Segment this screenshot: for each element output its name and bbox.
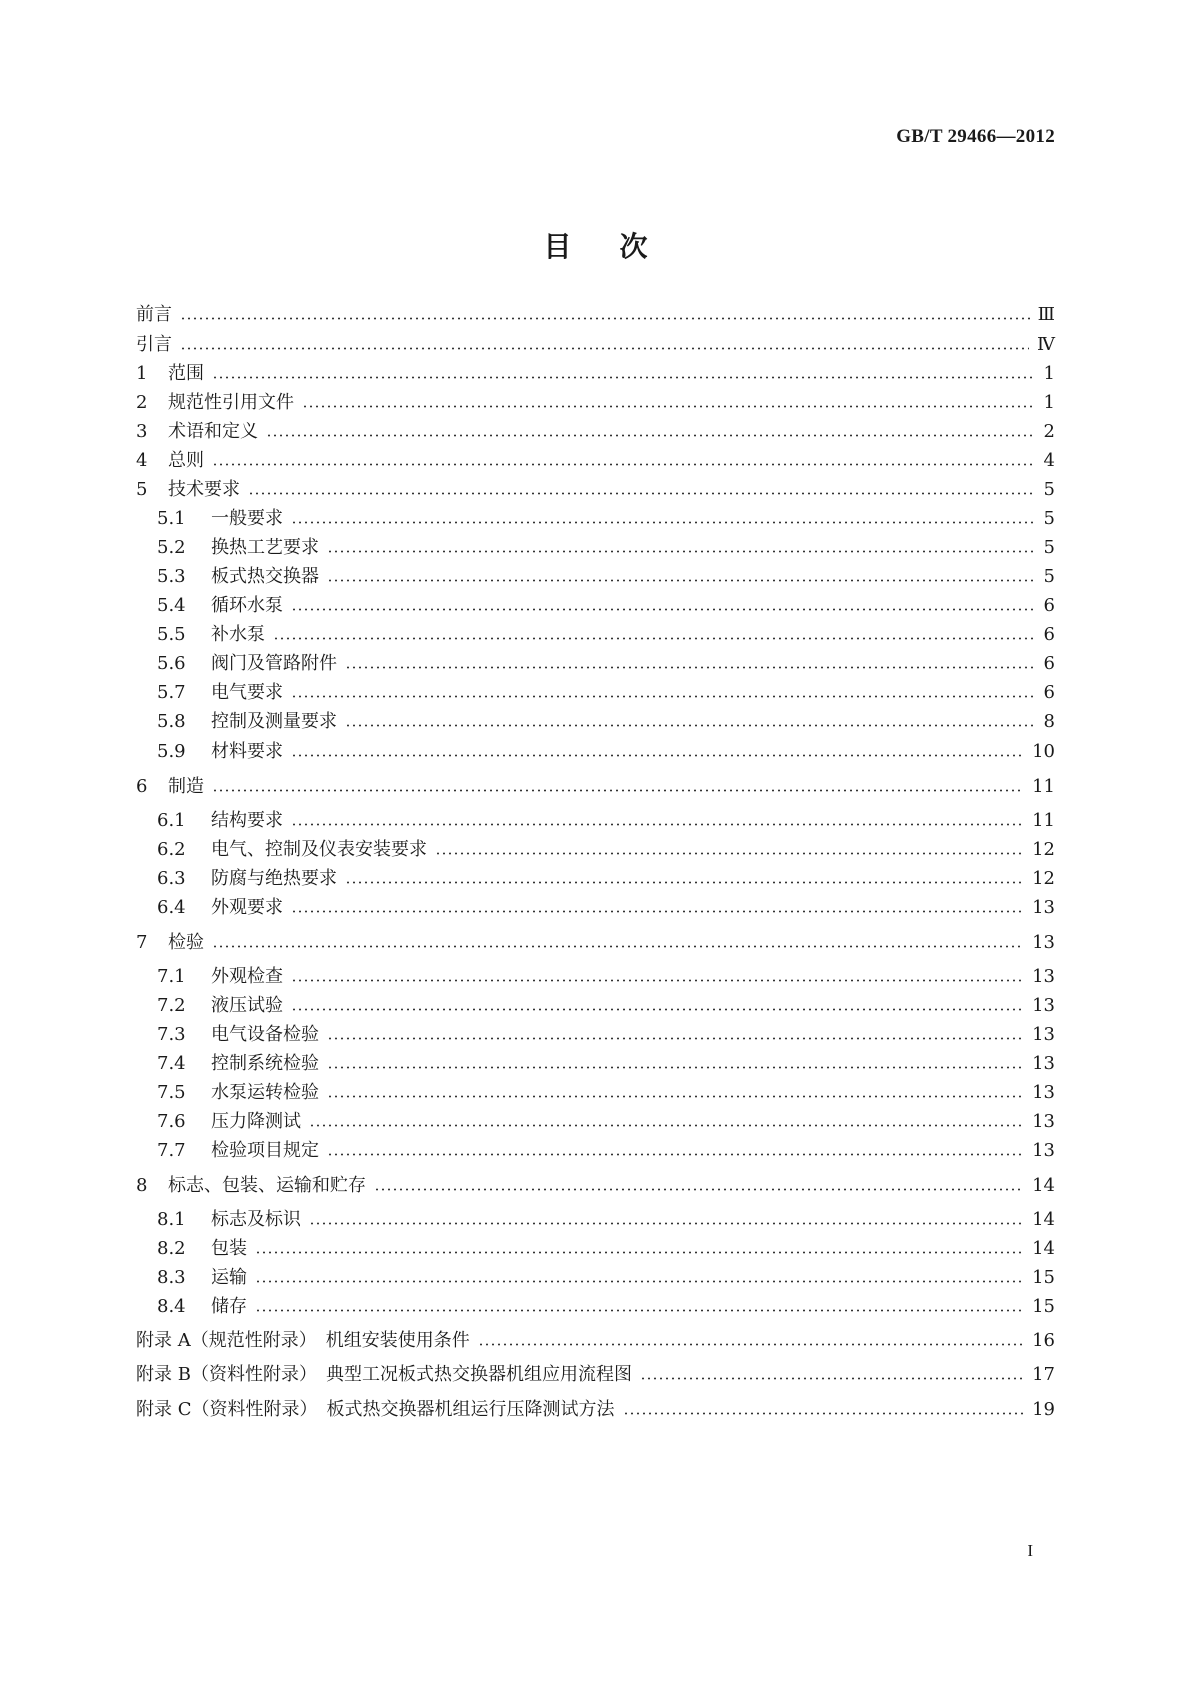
toc-entry[interactable]: [157, 964, 1055, 990]
toc-entry-number: 3: [136, 421, 148, 442]
toc-entry-page: Ⅲ: [1037, 304, 1055, 325]
toc-entry-number: 7.6: [157, 1111, 186, 1132]
toc-entry-title: 包装: [211, 1238, 247, 1259]
dot-leader: [640, 1377, 1024, 1380]
dot-leader: [291, 1008, 1024, 1011]
toc-entry-number: 5.5: [157, 624, 186, 645]
toc-entry-number: 8.4: [157, 1296, 186, 1317]
toc-entry-page: 13: [1032, 1053, 1055, 1074]
dot-leader: [327, 579, 1036, 582]
toc-entry-title: 附录 A（规范性附录） 机组安装使用条件: [136, 1330, 470, 1351]
toc-entry-number: 7.7: [157, 1140, 186, 1161]
toc-entry-page: 14: [1032, 1238, 1055, 1259]
toc-entry-page: 19: [1032, 1399, 1055, 1420]
toc-entry-number: 5.1: [157, 508, 186, 529]
toc-entry-page: 13: [1032, 897, 1055, 918]
toc-entry-title: 检验: [168, 932, 204, 953]
toc-entry[interactable]: [136, 1362, 1055, 1388]
toc-entry-number: 7.3: [157, 1024, 186, 1045]
toc-entry[interactable]: [157, 535, 1055, 561]
toc-entry-number: 6.3: [157, 868, 186, 889]
toc-entry[interactable]: [157, 895, 1055, 921]
dot-leader: [302, 405, 1036, 408]
toc-entry[interactable]: [157, 739, 1055, 765]
dot-leader: [327, 550, 1036, 553]
toc-entry-title: 储存: [211, 1296, 247, 1317]
toc-entry-title: 检验项目规定: [211, 1140, 319, 1161]
toc-entry-page: 2: [1043, 421, 1055, 442]
toc-entry-page: 10: [1032, 741, 1055, 762]
dot-leader: [291, 695, 1036, 698]
toc-entry[interactable]: [157, 1051, 1055, 1077]
toc-entry-title: 总则: [168, 450, 204, 471]
dot-leader: [374, 1188, 1024, 1191]
toc-entry-page: 5: [1043, 479, 1055, 500]
dot-leader: [212, 789, 1024, 792]
toc-entry-title: 液压试验: [211, 995, 283, 1016]
toc-entry-number: 5.7: [157, 682, 186, 703]
toc-entry-title: 附录 C（资料性附录） 板式热交换器机组运行压降测试方法: [136, 1399, 615, 1420]
page-title: 目次: [543, 230, 696, 263]
toc-entry-page: 1: [1043, 392, 1055, 413]
toc-entry-page: 13: [1032, 1111, 1055, 1132]
toc-entry-title: 运输: [211, 1267, 247, 1288]
toc-entry-number: 4: [136, 450, 148, 471]
dot-leader: [291, 754, 1024, 757]
page-number: I: [1027, 1541, 1033, 1560]
toc-entry-title: 外观检查: [211, 966, 283, 987]
toc-entry-title: 换热工艺要求: [211, 537, 319, 558]
toc-entry-title: 术语和定义: [168, 421, 258, 442]
toc-entry-page: 13: [1032, 1082, 1055, 1103]
toc-entry-number: 7.2: [157, 995, 186, 1016]
toc-entry[interactable]: [136, 930, 1055, 956]
toc-entry-page: 4: [1043, 450, 1055, 471]
toc-entry-title: 规范性引用文件: [168, 392, 294, 413]
dot-leader: [291, 910, 1024, 913]
toc-entry-page: 13: [1032, 995, 1055, 1016]
toc-entry[interactable]: [136, 302, 1055, 328]
toc-entry[interactable]: [157, 680, 1055, 706]
toc-entry-title: 防腐与绝热要求: [211, 868, 337, 889]
toc-entry[interactable]: [157, 1294, 1055, 1320]
dot-leader: [212, 376, 1036, 379]
dot-leader: [309, 1222, 1024, 1225]
toc-entry-number: 5.2: [157, 537, 186, 558]
dot-leader: [345, 724, 1036, 727]
toc-entry-page: 13: [1032, 966, 1055, 987]
toc-entry-page: 14: [1032, 1209, 1055, 1230]
dot-leader: [291, 979, 1024, 982]
toc-entry[interactable]: [157, 1236, 1055, 1262]
toc-entry-page: 5: [1043, 508, 1055, 529]
toc-entry-number: 5.8: [157, 711, 186, 732]
toc-entry-title: 电气要求: [211, 682, 283, 703]
toc-entry[interactable]: [136, 390, 1055, 416]
toc-entry-page: 16: [1032, 1330, 1055, 1351]
toc-entry-page: 14: [1032, 1175, 1055, 1196]
toc-entry[interactable]: [157, 1265, 1055, 1291]
dot-leader: [327, 1037, 1024, 1040]
toc-entry-number: 6.1: [157, 810, 186, 831]
toc-entry-title: 循环水泵: [211, 595, 283, 616]
toc-entry-number: 5.9: [157, 741, 186, 762]
toc-entry-number: 6: [136, 776, 148, 797]
dot-leader: [180, 317, 1030, 320]
toc-entry-page: 6: [1043, 595, 1055, 616]
toc-entry-number: 1: [136, 363, 148, 384]
toc-entry-title: 补水泵: [211, 624, 265, 645]
toc-entry[interactable]: [157, 622, 1055, 648]
toc-entry-page: 17: [1032, 1364, 1055, 1385]
toc-entry[interactable]: [136, 774, 1055, 800]
toc-entry-title: 材料要求: [211, 741, 283, 762]
toc-entry-title: 控制及测量要求: [211, 711, 337, 732]
toc-entry[interactable]: [157, 593, 1055, 619]
dot-leader: [623, 1412, 1025, 1415]
dot-leader: [309, 1124, 1024, 1127]
toc-entry[interactable]: [136, 477, 1055, 503]
toc-entry-page: 5: [1043, 537, 1055, 558]
toc-entry[interactable]: [136, 1173, 1055, 1199]
toc-entry[interactable]: [136, 1328, 1055, 1354]
toc-entry-title: 标志、包装、运输和贮存: [168, 1175, 366, 1196]
toc-entry-page: 11: [1032, 810, 1055, 831]
dot-leader: [180, 347, 1029, 350]
dot-leader: [212, 463, 1036, 466]
toc-entry-page: 13: [1032, 932, 1055, 953]
dot-leader: [255, 1280, 1024, 1283]
dot-leader: [291, 823, 1024, 826]
toc-entry-title: 引言: [136, 334, 172, 355]
toc-entry-number: 5.6: [157, 653, 186, 674]
toc-entry-title: 板式热交换器: [211, 566, 319, 587]
toc-entry-page: 5: [1043, 566, 1055, 587]
toc-entry[interactable]: [136, 332, 1055, 358]
toc-entry-number: 7.5: [157, 1082, 186, 1103]
toc-entry-page: 12: [1032, 839, 1055, 860]
dot-leader: [291, 608, 1036, 611]
toc-entry-number: 7.1: [157, 966, 186, 987]
dot-leader: [291, 521, 1036, 524]
toc-entry-page: 8: [1043, 711, 1055, 732]
toc-entry-title: 前言: [136, 304, 172, 325]
dot-leader: [255, 1251, 1024, 1254]
toc-entry[interactable]: [157, 1138, 1055, 1164]
toc-entry-number: 5.3: [157, 566, 186, 587]
toc-entry-number: 8.3: [157, 1267, 186, 1288]
toc-entry[interactable]: [157, 1080, 1055, 1106]
dot-leader: [327, 1066, 1024, 1069]
toc-entry-number: 6.4: [157, 897, 186, 918]
toc-entry[interactable]: [136, 419, 1055, 445]
dot-leader: [345, 881, 1024, 884]
toc-entry-title: 阀门及管路附件: [211, 653, 337, 674]
dot-leader: [273, 637, 1036, 640]
toc-entry[interactable]: [136, 1397, 1055, 1423]
toc-entry-page: 12: [1032, 868, 1055, 889]
toc-entry-page: 11: [1032, 776, 1055, 797]
toc-entry-title: 标志及标识: [211, 1209, 301, 1230]
toc-entry-title: 压力降测试: [211, 1111, 301, 1132]
toc-entry-title: 水泵运转检验: [211, 1082, 319, 1103]
dot-leader: [255, 1309, 1024, 1312]
toc-entry[interactable]: [157, 993, 1055, 1019]
dot-leader: [435, 852, 1024, 855]
toc-entry-number: 8.2: [157, 1238, 186, 1259]
toc-entry[interactable]: [157, 808, 1055, 834]
toc-entry[interactable]: [157, 866, 1055, 892]
toc-entry-title: 一般要求: [211, 508, 283, 529]
toc-entry[interactable]: [157, 506, 1055, 532]
toc-entry-title: 范围: [168, 363, 204, 384]
toc-entry-number: 8.1: [157, 1209, 186, 1230]
toc-entry-title: 电气设备检验: [211, 1024, 319, 1045]
toc-entry[interactable]: [157, 709, 1055, 735]
dot-leader: [327, 1153, 1024, 1156]
dot-leader: [345, 666, 1036, 669]
dot-leader: [212, 945, 1024, 948]
toc-entry[interactable]: [136, 361, 1055, 387]
toc-entry-page: 1: [1043, 363, 1055, 384]
toc-entry-page: 6: [1043, 682, 1055, 703]
toc-entry-page: 6: [1043, 624, 1055, 645]
toc-entry-title: 控制系统检验: [211, 1053, 319, 1074]
toc-entry-page: Ⅳ: [1037, 334, 1055, 355]
toc-entry[interactable]: [157, 651, 1055, 677]
toc-entry-title: 电气、控制及仪表安装要求: [211, 839, 427, 860]
toc-entry-number: 5: [136, 479, 148, 500]
dot-leader: [248, 492, 1036, 495]
standard-code: GB/T 29466—2012: [896, 126, 1055, 147]
toc-entry[interactable]: [157, 837, 1055, 863]
toc-entry-number: 2: [136, 392, 148, 413]
toc-entry[interactable]: [157, 1022, 1055, 1048]
toc-entry[interactable]: [157, 1109, 1055, 1135]
toc-entry-title: 技术要求: [168, 479, 240, 500]
toc-entry-title: 外观要求: [211, 897, 283, 918]
toc-entry-page: 13: [1032, 1024, 1055, 1045]
toc-entry-page: 15: [1032, 1267, 1055, 1288]
toc-entry-title: 附录 B（资料性附录） 典型工况板式热交换器机组应用流程图: [136, 1364, 632, 1385]
toc-entry-title: 结构要求: [211, 810, 283, 831]
toc-entry-title: 制造: [168, 776, 204, 797]
dot-leader: [478, 1343, 1024, 1346]
toc-entry[interactable]: [136, 448, 1055, 474]
toc-entry-page: 6: [1043, 653, 1055, 674]
toc-entry-number: 8: [136, 1175, 148, 1196]
toc-entry-number: 5.4: [157, 595, 186, 616]
dot-leader: [327, 1095, 1024, 1098]
toc-entry-number: 7: [136, 932, 148, 953]
toc-entry[interactable]: [157, 564, 1055, 590]
toc-entry-page: 15: [1032, 1296, 1055, 1317]
toc-entry-page: 13: [1032, 1140, 1055, 1161]
dot-leader: [266, 434, 1036, 437]
toc-entry-number: 7.4: [157, 1053, 186, 1074]
toc-entry[interactable]: [157, 1207, 1055, 1233]
toc-entry-number: 6.2: [157, 839, 186, 860]
